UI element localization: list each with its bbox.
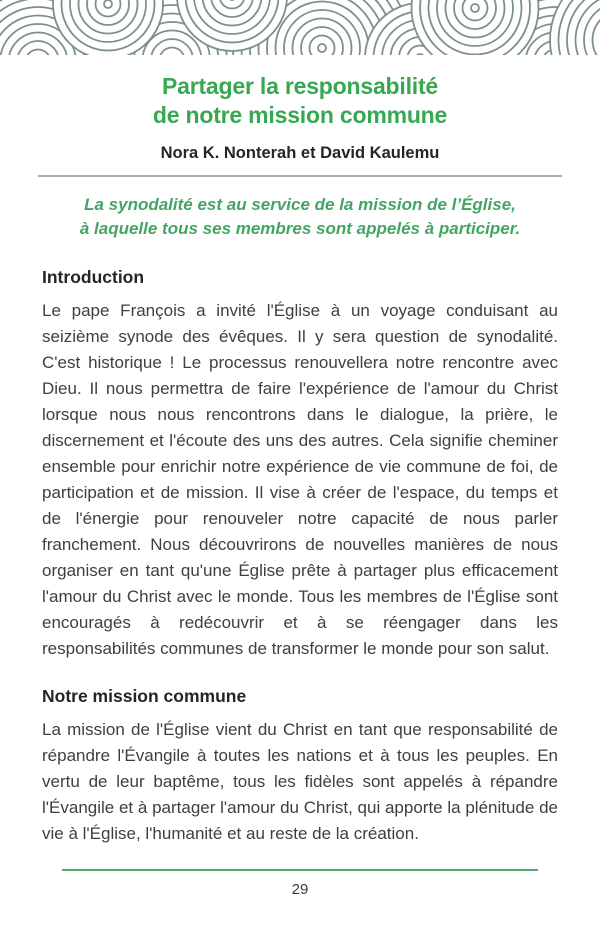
page-number: 29 xyxy=(291,881,309,898)
epigraph xyxy=(42,193,558,241)
bottom-divider xyxy=(62,869,538,871)
section-heading-notre-mission-commune: Notre mission commune xyxy=(42,686,247,706)
paragraph-introduction: Le pape François a invité l'Église à un voyage conduisant au seizième synode des évêques. Il y sera question de synodalité. C'est historique ! Le processus renouvellera notre rencontre avec Dieu. Il nous permettra de faire l'expérience de l'amour du Christ lorsque nous nous rencontrons dans le dialogue, la prière, le discernement et l'écoute des uns des autres. Cela signifie cheminer ensemble pour enrichir notre expérience de vie commune de foi, de participation et de mission. Il vise à créer de l'espace, du temps et de l'énergie pour renouveler notre capacité de nous parler franchement. Nous découvrirons de nouvelles manières de nous organiser en tant qu'une Église prête à partager plus efficacement l'amour du Christ avec le monde. Tous les membres de l'Église sont encouragés à redécouvrir et à se réengager dans les responsabilités communes de transformer le monde pour son salut. xyxy=(42,301,558,658)
top-divider xyxy=(38,175,562,177)
section-heading-introduction: Introduction xyxy=(42,267,145,287)
page-title xyxy=(42,72,558,130)
authors-byline: Nora K. Nonterah et David Kaulemu xyxy=(160,144,440,162)
paragraph-notre-mission-commune: La mission de l'Église vient du Christ en tant que responsabilité de répandre l'Évangile à toutes les nations et à tous les peuples. En vertu de leur baptême, tous les fidèles sont appelés à répandre l'Évangile et à partager l'amour du Christ, qui apporte la plénitude de vie à l'Église, l'humanité et au reste de la création. xyxy=(42,720,558,843)
epigraph-line-1: La synodalité est au service de la mission de l’Église, xyxy=(84,195,516,214)
page-title-line-2: de notre mission commune xyxy=(152,102,448,128)
epigraph-line-2: à laquelle tous ses membres sont appelés à participer. xyxy=(79,219,521,238)
concentric-circles-pattern xyxy=(0,0,600,55)
page-title-line-1: Partager la responsabilité xyxy=(161,73,439,99)
